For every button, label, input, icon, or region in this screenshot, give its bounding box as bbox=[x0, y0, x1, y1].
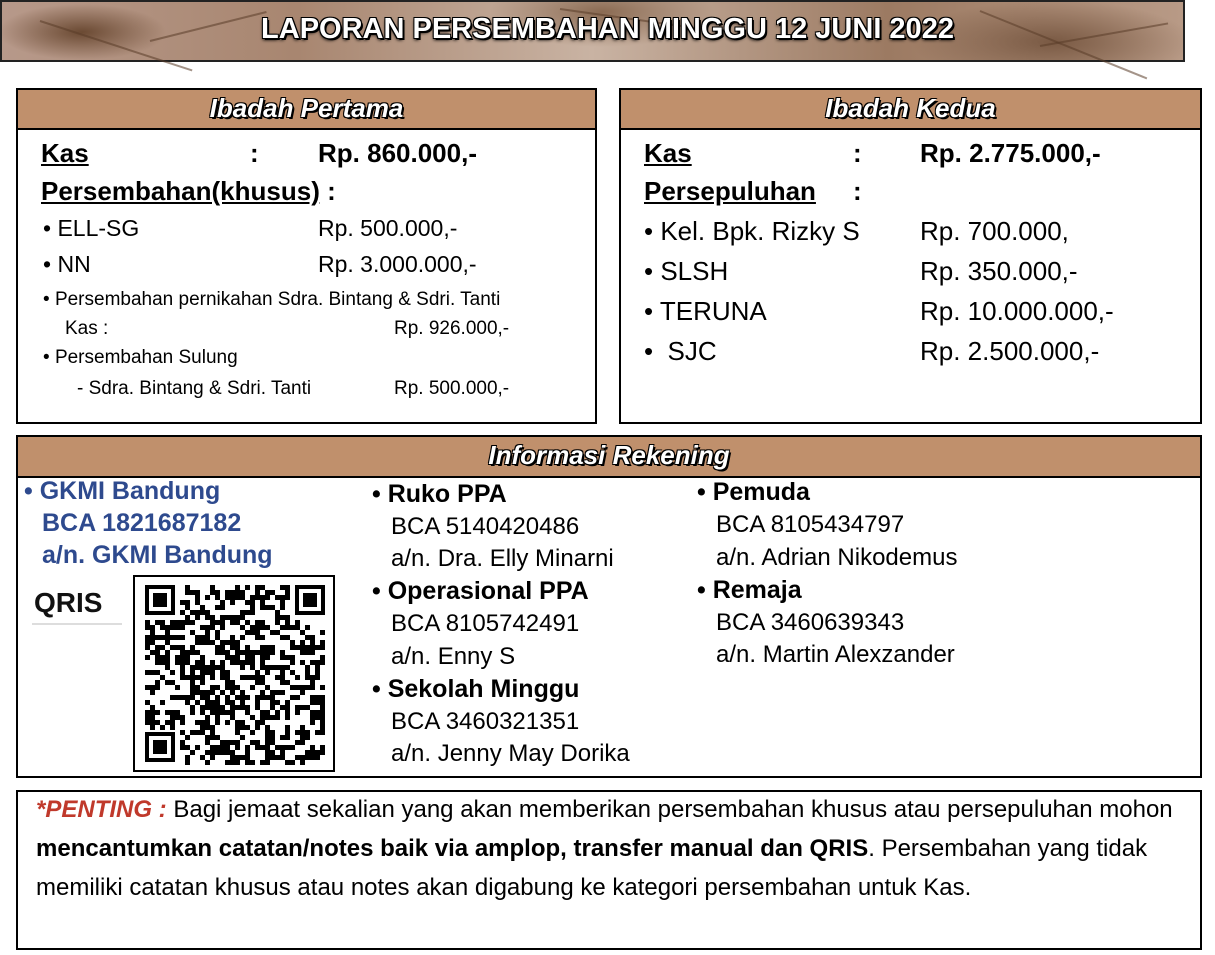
kas-label: Kas bbox=[644, 138, 692, 168]
ibadah-pertama-header: Ibadah Pertama bbox=[16, 88, 597, 130]
page-title: LAPORAN PERSEMBAHAN MINGGU 12 JUNI 2022 bbox=[261, 13, 954, 45]
list-item-name: • NN bbox=[43, 251, 91, 278]
list-item-name: • Kel. Bpk. Rizky S bbox=[644, 216, 860, 247]
list-item-name: • ELL-SG bbox=[43, 215, 139, 242]
account-name: • Pemuda bbox=[697, 478, 810, 507]
persepuluhan-colon: : bbox=[853, 176, 862, 206]
account-name: • Sekolah Minggu bbox=[372, 675, 579, 704]
penting-bold: mencantumkan catatan/notes baik via amplop, transfer manual dan QRIS bbox=[36, 835, 869, 862]
account-number: BCA 3460639343 bbox=[716, 609, 905, 636]
sulung-name: - Sdra. Bintang & Sdri. Tanti bbox=[77, 378, 312, 399]
account-holder: a/n. Adrian Nikodemus bbox=[716, 544, 958, 571]
kas-colon: : bbox=[853, 138, 862, 168]
penting-text-1: Bagi jemaat sekalian yang akan memberikan persembahan khusus atau persepuluhan mohon bbox=[166, 796, 1173, 823]
penting-paragraph bbox=[36, 790, 1186, 907]
sulung-label: • Persembahan Sulung bbox=[43, 347, 238, 369]
account-number: BCA 5140420486 bbox=[391, 513, 580, 540]
gkmi-account: BCA 1821687182 bbox=[42, 509, 242, 537]
penting-text-2: . Persembahan yang tidak memiliki catatan khusus atau notes akan digabung ke kategori persembahan untuk Kas. bbox=[36, 835, 1148, 901]
ibadah-pertama-panel bbox=[16, 88, 597, 424]
sulung-value: Rp. 500.000,- bbox=[394, 378, 510, 399]
title-banner bbox=[0, 0, 1185, 62]
khusus-row bbox=[41, 176, 336, 207]
kas-value: Rp. 860.000,- bbox=[318, 138, 477, 168]
account-number: BCA 8105434797 bbox=[716, 511, 905, 538]
penting-label: *PENTING : bbox=[36, 796, 167, 823]
list-item-name: • SJC bbox=[644, 336, 717, 367]
list-item-value: Rp. 2.500.000,- bbox=[920, 336, 1100, 366]
account-number: BCA 3460321351 bbox=[391, 708, 580, 735]
list-item-value: Rp. 10.000.000,- bbox=[920, 296, 1114, 326]
persepuluhan-label: Persepuluhan bbox=[644, 176, 816, 206]
gkmi-holder: a/n. GKMI Bandung bbox=[42, 541, 273, 569]
account-holder: a/n. Dra. Elly Minarni bbox=[391, 545, 614, 572]
list-item-value: Rp. 500.000,- bbox=[318, 215, 458, 241]
account-name: • Remaja bbox=[697, 576, 802, 605]
gkmi-name: • GKMI Bandung bbox=[24, 477, 220, 506]
list-item-value: Rp. 3.000.000,- bbox=[318, 251, 477, 277]
pernikahan-kas: Kas : bbox=[65, 318, 109, 339]
list-item-name: • TERUNA bbox=[644, 296, 767, 327]
list-item-name: • SLSH bbox=[644, 256, 728, 287]
list-item-value: Rp. 350.000,- bbox=[920, 256, 1078, 286]
account-holder: a/n. Jenny May Dorika bbox=[391, 740, 630, 767]
khusus-colon: : bbox=[327, 176, 336, 206]
account-number: BCA 8105742491 bbox=[391, 610, 580, 637]
qris-logo bbox=[32, 580, 127, 628]
account-name: • Ruko PPA bbox=[372, 480, 507, 509]
account-holder: a/n. Enny S bbox=[391, 643, 516, 670]
qr-code-icon bbox=[135, 577, 333, 770]
pernikahan-label: • Persembahan pernikahan Sdra. Bintang & Sdri. Tanti bbox=[43, 289, 500, 311]
qr-code[interactable] bbox=[133, 575, 335, 772]
pernikahan-value: Rp. 926.000,- bbox=[394, 318, 510, 339]
kas-colon: : bbox=[250, 138, 259, 168]
account-holder: a/n. Martin Alexzander bbox=[716, 641, 955, 668]
khusus-label: Persembahan(khusus) bbox=[41, 176, 320, 206]
list-item-value: Rp. 700.000, bbox=[920, 216, 1069, 246]
kas-label: Kas bbox=[41, 138, 89, 168]
account-name: • Operasional PPA bbox=[372, 577, 589, 606]
kas-value: Rp. 2.775.000,- bbox=[920, 138, 1101, 168]
ibadah-kedua-header: Ibadah Kedua bbox=[619, 88, 1202, 130]
rekening-header: Informasi Rekening bbox=[16, 435, 1202, 478]
qris-logo-text: QRIS bbox=[34, 587, 103, 618]
